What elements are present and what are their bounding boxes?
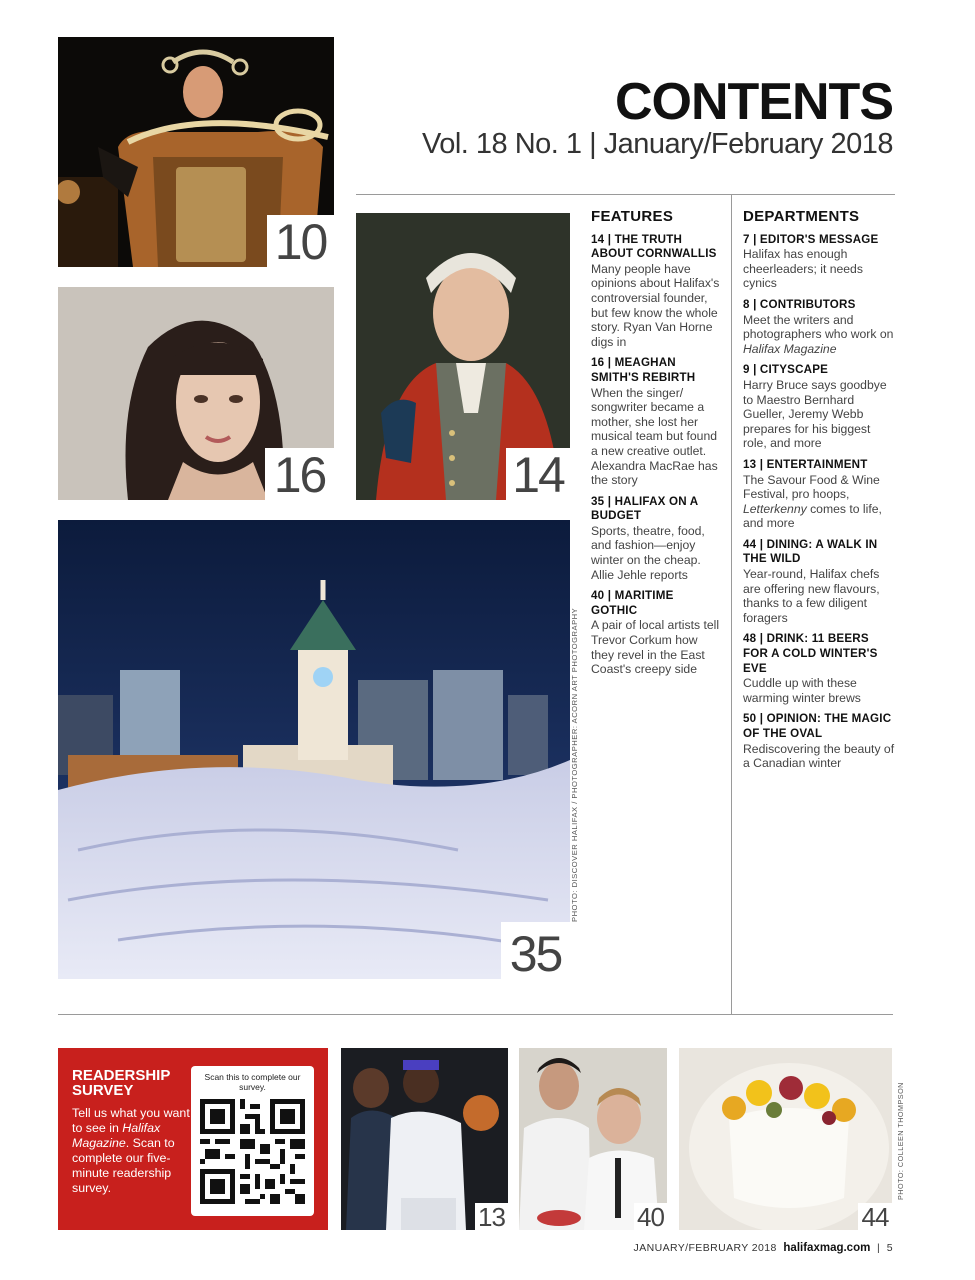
department-entry[interactable]	[743, 363, 895, 451]
department-desc: Meet the writers and photographers who work on Halifax Magazine	[743, 312, 894, 356]
feature-entry[interactable]	[591, 233, 723, 350]
page-number-portrait: 14	[506, 448, 570, 500]
department-title: 48 | DRINK: 11 BEERS FOR A COLD WINTER'S EVE	[743, 632, 878, 675]
feature-entry[interactable]	[591, 356, 723, 487]
departments-heading: DEPARTMENTS	[743, 208, 860, 225]
department-entry[interactable]	[743, 298, 895, 356]
feature-desc: A pair of local artists tell Trevor Corkum how they revel in the East Coast's creepy side	[591, 618, 720, 677]
footer-issue: JANUARY/FEBRUARY 2018	[633, 1242, 777, 1254]
page-number-singer: 16	[265, 448, 334, 500]
show-name: Letterkenny	[743, 501, 807, 516]
issue-line: Vol. 18 No. 1 | January/February 2018	[421, 128, 893, 160]
header-rule	[356, 194, 895, 195]
bottom-rule	[58, 1014, 893, 1015]
feature-desc: Sports, theatre, food, and fashion—enjoy winter on the cheap. Allie Jehle reports	[591, 523, 705, 582]
feature-title: 16 | MEAGHAN SMITH'S REBIRTH	[591, 356, 696, 384]
departments-column	[743, 210, 895, 778]
page-number-cityscape: 35	[501, 922, 570, 979]
department-desc: Cuddle up with these warming winter brews	[743, 676, 861, 705]
department-entry[interactable]	[743, 233, 895, 291]
department-title: 13 | ENTERTAINMENT	[743, 457, 868, 471]
photo-credit-dining: PHOTO: COLLEEN THOMPSON	[896, 1082, 905, 1200]
department-desc: Harry Bruce says goodbye to Maestro Bernhard Gueller, Jeremy Webb prepares for his biggest role, and more	[743, 377, 887, 451]
department-desc: The Savour Food & Wine Festival, pro hoops, Letterkenny comes to life, and more	[743, 472, 882, 531]
department-desc: Halifax has enough cheerleaders; it needs cynics	[743, 247, 863, 291]
magazine-name: Halifax Magazine	[743, 341, 837, 356]
department-entry[interactable]	[743, 458, 895, 531]
column-divider	[731, 194, 732, 1014]
photo-halifax-citadel-clock	[58, 520, 570, 979]
department-entry[interactable]	[743, 632, 895, 705]
qr-scan-text: Scan this to complete our survey.	[204, 1072, 301, 1092]
features-column	[591, 210, 723, 684]
department-entry[interactable]	[743, 712, 895, 770]
qr-code-box[interactable]	[191, 1066, 314, 1216]
department-entry[interactable]	[743, 538, 895, 626]
department-title: 50 | OPINION: THE MAGIC OF THE OVAL	[743, 712, 892, 740]
survey-body: Tell us what you want to see in Halifax Magazine. Scan to complete our five-minute readership survey.	[72, 1106, 190, 1195]
page-footer	[634, 1242, 893, 1254]
page-number-gothic: 40	[634, 1203, 667, 1230]
readership-survey-box[interactable]	[58, 1048, 328, 1230]
page-number-basketball: 13	[475, 1203, 508, 1230]
footer-page-number: 5	[886, 1242, 893, 1254]
footer-website-link[interactable]: halifaxmag.com	[783, 1242, 871, 1254]
department-desc: Rediscovering the beauty of a Canadian winter	[743, 741, 895, 771]
page-title: CONTENTS	[615, 73, 893, 131]
department-title: 44 | DINING: A WALK IN THE WILD	[743, 537, 878, 566]
page-number-dining: 44	[858, 1203, 892, 1230]
features-heading: FEATURES	[591, 208, 674, 225]
photo-credit-cityscape: PHOTO: DISCOVER HALIFAX / PHOTOGRAPHER: ACORN ART PHOTOGRAPHY	[570, 607, 579, 922]
department-title: 9 | CITYSCAPE	[743, 363, 829, 377]
feature-title: 14 | THE TRUTH ABOUT CORNWALLIS	[591, 232, 717, 261]
department-title: 8 | CONTRIBUTORS	[743, 297, 856, 311]
qr-code-icon[interactable]	[200, 1099, 305, 1204]
feature-title: 35 | HALIFAX ON A BUDGET	[591, 494, 698, 523]
feature-entry[interactable]	[591, 589, 723, 677]
footer-separator: |	[876, 1242, 881, 1254]
feature-entry[interactable]	[591, 495, 723, 583]
department-title: 7 | EDITOR'S MESSAGE	[743, 232, 879, 246]
feature-title: 40 | MARITIME GOTHIC	[591, 589, 674, 617]
survey-title: READERSHIP SURVEY	[72, 1067, 171, 1099]
feature-desc: When the singer/ songwriter became a mother, she lost her musical team but found a new creative outlet. Alexandra MacRae has the story	[591, 385, 718, 488]
department-desc: Year-round, Halifax chefs are offering new flavours, thanks to a few diligent foragers	[743, 567, 880, 625]
feature-desc: Many people have opinions about Halifax's controversial founder, but few know the whole story. Ryan Van Horne digs in	[591, 261, 720, 349]
page-number-puppet: 10	[267, 215, 334, 267]
